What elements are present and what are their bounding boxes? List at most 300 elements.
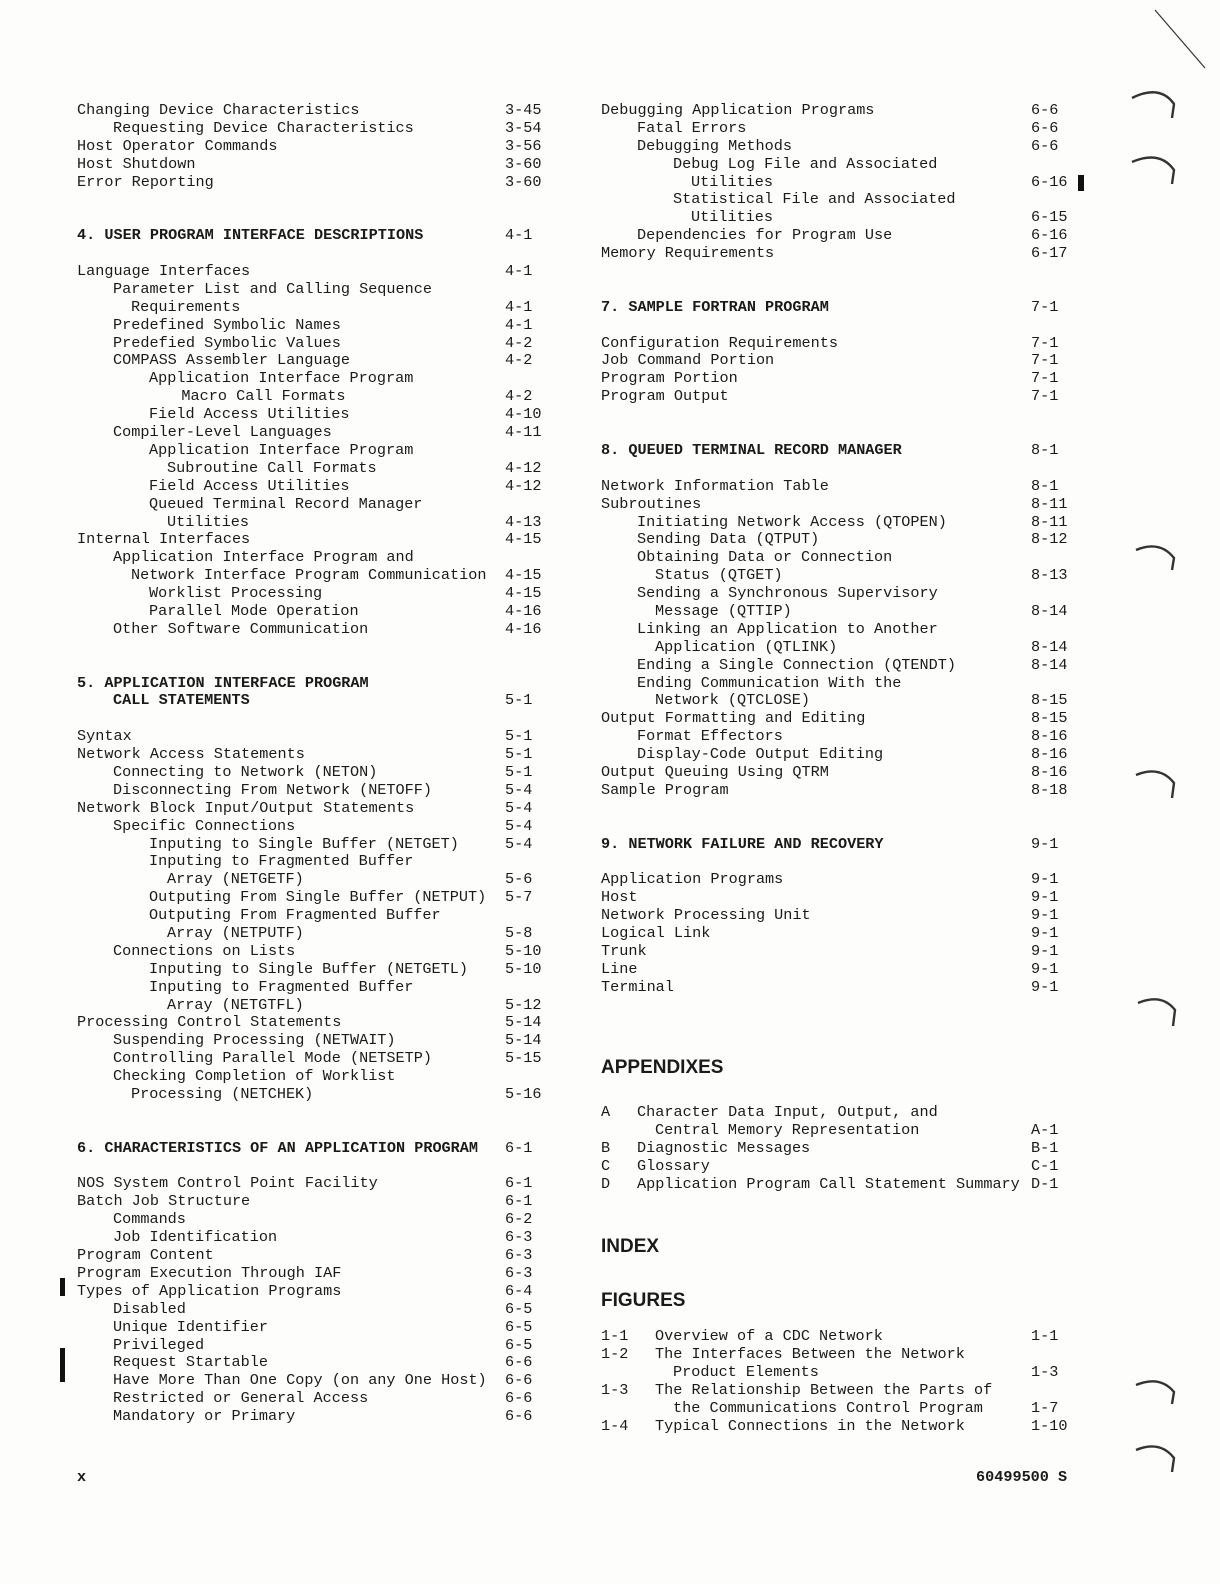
entry-page-number: 4-16 <box>505 601 542 620</box>
toc-entry <box>77 871 567 889</box>
entry-title: Mandatory or Primary <box>113 1407 296 1426</box>
entry-page-number: 6-3 <box>505 1246 533 1265</box>
toc-entry <box>601 352 1071 370</box>
spacer <box>77 191 567 227</box>
entry-page-number: 5-14 <box>505 1013 542 1032</box>
entry-page-number: 8-12 <box>1031 530 1068 549</box>
entry-title: Field Access Utilities <box>149 405 350 424</box>
toc-entry <box>77 907 567 925</box>
spacer <box>601 317 1071 335</box>
entry-page-number: 4-1 <box>505 297 533 316</box>
entry-page-number: 5-1 <box>505 745 533 764</box>
toc-entry <box>601 943 1071 961</box>
toc-entry <box>601 567 1071 585</box>
toc-entry <box>601 120 1071 138</box>
entry-title: Disconnecting From Network (NETOFF) <box>113 780 432 799</box>
toc-entry <box>601 1400 1071 1418</box>
entry-page-number: 8-1 <box>1031 440 1059 459</box>
entry-title: Configuration Requirements <box>601 333 838 352</box>
toc-entry <box>77 1265 567 1283</box>
entry-page-number: 6-6 <box>505 1353 533 1372</box>
entry-page-number: 4-10 <box>505 405 542 424</box>
entry-title: Network Interface Program Communication <box>131 566 487 585</box>
entry-page-number: 7-1 <box>1031 351 1059 370</box>
entry-page-number: 4-13 <box>505 512 542 531</box>
entry-page-number: 8-18 <box>1031 780 1068 799</box>
toc-entry <box>77 1301 567 1319</box>
entry-page-number: 8-11 <box>1031 512 1068 531</box>
toc-entry <box>77 1354 567 1372</box>
entry-page-number: 6-3 <box>505 1228 533 1247</box>
entry-title: Typical Connections in the Network <box>655 1416 965 1435</box>
toc-entry <box>77 442 567 460</box>
toc-entry <box>77 156 567 174</box>
toc-entry <box>601 603 1071 621</box>
toc-entry <box>77 406 567 424</box>
toc-entry <box>601 245 1071 263</box>
toc-entry <box>77 352 567 370</box>
entry-title: Host Shutdown <box>77 154 196 173</box>
entry-title: Network Access Statements <box>77 745 305 764</box>
entry-title: Diagnostic Messages <box>637 1138 811 1157</box>
entry-title: Subroutines <box>601 494 702 513</box>
toc-entry <box>601 209 1071 227</box>
toc-entry <box>601 925 1071 943</box>
toc-entry <box>601 675 1071 693</box>
appendix-letter: A <box>601 1103 611 1122</box>
figure-number: 1-4 <box>601 1416 629 1435</box>
toc-chapter-entry <box>77 675 567 693</box>
entry-page-number: 3-60 <box>505 154 542 173</box>
toc-entry <box>601 889 1071 907</box>
toc-entry <box>601 478 1071 496</box>
entry-title: Requesting Device Characteristics <box>113 118 414 137</box>
entry-title: Inputing to Fragmented Buffer <box>149 852 414 871</box>
entry-title: Sample Program <box>601 780 729 799</box>
entry-title: Error Reporting <box>77 172 214 191</box>
spacer <box>77 710 567 728</box>
toc-entry <box>601 1140 1071 1158</box>
toc-entry <box>77 746 567 764</box>
figure-number: 1-2 <box>601 1345 629 1364</box>
toc-entry <box>77 1086 567 1104</box>
entry-page-number: 8-14 <box>1031 655 1068 674</box>
entry-page-number: 6-1 <box>505 1138 533 1157</box>
toc-entry <box>77 478 567 496</box>
entry-page-number: 5-4 <box>505 798 533 817</box>
entry-page-number: 8-11 <box>1031 494 1068 513</box>
entry-title: Obtaining Data or Connection <box>637 548 893 567</box>
entry-title: Field Access Utilities <box>149 476 350 495</box>
entry-title: Application Interface Program <box>149 369 414 388</box>
entry-page-number: 6-6 <box>1031 101 1059 119</box>
entry-page-number: B-1 <box>1031 1138 1059 1157</box>
toc-entry <box>77 764 567 782</box>
entry-title: Controlling Parallel Mode (NETSETP) <box>113 1049 432 1068</box>
toc-entry <box>77 1408 567 1426</box>
section-heading: INDEX <box>601 1236 660 1258</box>
entry-page-number: 4-15 <box>505 566 542 585</box>
spacer <box>601 406 1071 442</box>
spacer <box>601 997 1071 1051</box>
toc-entry <box>77 567 567 585</box>
entry-title: Application Programs <box>601 870 784 889</box>
entry-title: Changing Device Characteristics <box>77 101 360 119</box>
entry-page-number: 4-16 <box>505 619 542 638</box>
entry-page-number: 5-1 <box>505 727 533 746</box>
toc-entry <box>601 657 1071 675</box>
toc-chapter-entry <box>77 227 567 245</box>
toc-entry <box>77 782 567 800</box>
toc-entry <box>77 174 567 192</box>
toc-entry <box>77 388 567 406</box>
entry-title: Batch Job Structure <box>77 1192 251 1211</box>
entry-page-number: 4-12 <box>505 458 542 477</box>
entry-title: Request Startable <box>113 1353 268 1372</box>
entry-title: Parallel Mode Operation <box>149 601 359 620</box>
entry-title: Inputing to Single Buffer (NETGET) <box>149 834 459 853</box>
entry-page-number: C-1 <box>1031 1156 1059 1175</box>
entry-page-number: 6-5 <box>505 1317 533 1336</box>
entry-title: Host <box>601 888 638 907</box>
spacer <box>601 460 1071 478</box>
entry-title: Checking Completion of Worklist <box>113 1067 396 1086</box>
toc-entry <box>77 997 567 1015</box>
toc-entry <box>601 692 1071 710</box>
entry-title: Output Formatting and Editing <box>601 709 866 728</box>
entry-page-number: 5-6 <box>505 870 533 889</box>
entry-title: Other Software Communication <box>113 619 369 638</box>
toc-entry <box>77 1193 567 1211</box>
toc-entry <box>77 1014 567 1032</box>
entry-title: Statistical File and Associated <box>673 190 956 209</box>
entry-page-number: 6-6 <box>505 1389 533 1408</box>
entry-title: Overview of a CDC Network <box>655 1327 883 1346</box>
entry-title: the Communications Control Program <box>673 1398 983 1417</box>
entry-title: Internal Interfaces <box>77 530 251 549</box>
entry-title: Line <box>601 959 638 978</box>
entry-page-number: 7-1 <box>1031 387 1059 406</box>
appendix-letter: B <box>601 1138 611 1157</box>
toc-entry <box>601 335 1071 353</box>
toc-entry <box>77 138 567 156</box>
entry-page-number: 8-14 <box>1031 601 1068 620</box>
entry-title: Inputing to Single Buffer (NETGETL) <box>149 959 468 978</box>
toc-entry <box>77 263 567 281</box>
toc-entry <box>77 1390 567 1408</box>
entry-page-number: 4-2 <box>505 387 533 406</box>
toc-entry <box>77 1175 567 1193</box>
entry-title: Output Queuing Using QTRM <box>601 762 829 781</box>
toc-entry <box>601 496 1071 514</box>
entry-page-number: A-1 <box>1031 1121 1059 1140</box>
toc-left-column <box>77 102 567 1426</box>
toc-entry <box>77 603 567 621</box>
entry-page-number: 1-3 <box>1031 1363 1059 1382</box>
entry-page-number: 8-15 <box>1031 691 1068 710</box>
entry-page-number: 4-15 <box>505 530 542 549</box>
entry-page-number: 4-1 <box>505 262 533 281</box>
entry-page-number: 9-1 <box>1031 888 1059 907</box>
toc-entry <box>77 317 567 335</box>
entry-page-number: 3-45 <box>505 101 542 119</box>
toc-entry <box>77 335 567 353</box>
entry-page-number: 4-15 <box>505 584 542 603</box>
toc-entry <box>77 460 567 478</box>
entry-page-number: 8-14 <box>1031 637 1068 656</box>
toc-entry <box>77 1068 567 1086</box>
entry-page-number: 3-56 <box>505 136 542 155</box>
toc-entry <box>77 889 567 907</box>
entry-page-number: 5-8 <box>505 924 533 942</box>
toc-chapter-entry <box>77 1140 567 1158</box>
entry-title: Application Program Call Statement Summary <box>637 1174 1020 1193</box>
toc-entry <box>601 639 1071 657</box>
toc-entry <box>77 281 567 299</box>
scan-artifacts <box>1120 0 1220 1584</box>
entry-title: Debugging Methods <box>637 136 792 155</box>
toc-entry <box>601 138 1071 156</box>
entry-page-number: 7-1 <box>1031 333 1059 352</box>
toc-entry <box>77 818 567 836</box>
entry-title: Array (NETGTFL) <box>167 995 304 1014</box>
toc-entry <box>601 191 1071 209</box>
toc-entry <box>77 370 567 388</box>
toc-entry <box>77 514 567 532</box>
toc-entry <box>77 836 567 854</box>
entry-page-number: 9-1 <box>1031 924 1059 943</box>
spacer <box>77 1158 567 1176</box>
figure-number: 1-1 <box>601 1327 629 1346</box>
toc-entry <box>77 943 567 961</box>
entry-title: Sending Data (QTPUT) <box>637 530 820 549</box>
entry-title: Debugging Application Programs <box>601 101 875 119</box>
entry-page-number: 8-1 <box>1031 476 1059 495</box>
entry-page-number: 4-12 <box>505 476 542 495</box>
entry-title: Array (NETGETF) <box>167 870 304 889</box>
toc-entry <box>601 1122 1071 1140</box>
toc-entry <box>77 728 567 746</box>
entry-title: COMPASS Assembler Language <box>113 351 350 370</box>
toc-entry <box>77 961 567 979</box>
toc-entry <box>77 1247 567 1265</box>
entry-title: 8. QUEUED TERMINAL RECORD MANAGER <box>601 440 902 459</box>
entry-title: Types of Application Programs <box>77 1281 342 1300</box>
entry-page-number: 5-4 <box>505 816 533 835</box>
entry-page-number: 5-7 <box>505 888 533 907</box>
entry-page-number: 4-2 <box>505 351 533 370</box>
appendix-letter: D <box>601 1174 611 1193</box>
spacer <box>601 263 1071 299</box>
spacer <box>601 800 1071 836</box>
entry-page-number: 6-3 <box>505 1263 533 1282</box>
toc-entry <box>601 514 1071 532</box>
entry-title: Restricted or General Access <box>113 1389 369 1408</box>
toc-entry <box>601 1158 1071 1176</box>
entry-page-number: 8-13 <box>1031 566 1068 585</box>
figure-number: 1-3 <box>601 1380 629 1399</box>
entry-title: Host Operator Commands <box>77 136 278 155</box>
entry-title: Network Information Table <box>601 476 829 495</box>
entry-title: Unique Identifier <box>113 1317 268 1336</box>
toc-chapter-entry <box>601 836 1071 854</box>
entry-page-number: 9-1 <box>1031 941 1059 960</box>
entry-title: Macro Call Formats <box>181 387 346 406</box>
entry-title: Terminal <box>601 977 674 996</box>
toc-entry <box>601 388 1071 406</box>
toc-entry <box>77 1337 567 1355</box>
entry-title: Worklist Processing <box>149 584 323 603</box>
toc-entry <box>601 1176 1071 1194</box>
entry-page-number: 9-1 <box>1031 959 1059 978</box>
entry-title: Requirements <box>131 297 241 316</box>
toc-entry <box>77 1229 567 1247</box>
entry-title: Fatal Errors <box>637 118 747 137</box>
entry-page-number: 5-1 <box>505 691 533 710</box>
toc-entry <box>601 156 1071 174</box>
entry-page-number: 1-1 <box>1031 1327 1059 1346</box>
entry-title: Compiler-Level Languages <box>113 423 332 442</box>
entry-title: Syntax <box>77 727 132 746</box>
toc-entry <box>77 120 567 138</box>
toc-chapter-entry <box>601 299 1071 317</box>
entry-page-number: 3-60 <box>505 172 542 191</box>
toc-entry <box>77 585 567 603</box>
entry-title: Display-Code Output Editing <box>637 745 884 764</box>
entry-page-number: 6-17 <box>1031 244 1068 263</box>
entry-page-number: 6-6 <box>1031 118 1059 137</box>
entry-page-number: 6-16 <box>1031 172 1068 191</box>
toc-entry <box>77 1050 567 1068</box>
entry-title: Suspending Processing (NETWAIT) <box>113 1031 396 1050</box>
entry-page-number: 5-4 <box>505 780 533 799</box>
entry-page-number: 4-1 <box>505 226 533 245</box>
toc-entry <box>77 979 567 997</box>
toc-entry <box>601 961 1071 979</box>
entry-page-number: D-1 <box>1031 1174 1059 1193</box>
entry-page-number: 9-1 <box>1031 906 1059 925</box>
entry-title: Message (QTTIP) <box>655 601 792 620</box>
toc-entry <box>77 496 567 514</box>
entry-title: Logical Link <box>601 924 711 943</box>
entry-page-number: 6-5 <box>505 1299 533 1318</box>
entry-page-number: 9-1 <box>1031 870 1059 889</box>
toc-chapter-entry <box>601 442 1071 460</box>
entry-page-number: 3-54 <box>505 118 542 137</box>
entry-title: Central Memory Representation <box>655 1121 920 1140</box>
entry-title: Utilities <box>167 512 250 531</box>
entry-title: Inputing to Fragmented Buffer <box>149 977 414 996</box>
entry-page-number: 6-1 <box>505 1192 533 1211</box>
entry-title: 6. CHARACTERISTICS OF AN APPLICATION PROGRAM <box>77 1138 479 1157</box>
entry-page-number: 1-7 <box>1031 1398 1059 1417</box>
entry-title: Disabled <box>113 1299 186 1318</box>
section-heading: APPENDIXES <box>601 1057 724 1079</box>
toc-entry <box>601 1382 1071 1400</box>
entry-page-number: 6-15 <box>1031 208 1068 227</box>
entry-title: Linking an Application to Another <box>637 619 938 638</box>
entry-title: Application Interface Program and <box>113 548 414 567</box>
entry-title: Job Command Portion <box>601 351 775 370</box>
toc-entry <box>77 299 567 317</box>
toc-entry <box>601 764 1071 782</box>
page-number: x <box>77 1468 87 1486</box>
entry-page-number: 5-4 <box>505 834 533 853</box>
entry-page-number: 6-1 <box>505 1174 533 1193</box>
entry-title: 9. NETWORK FAILURE AND RECOVERY <box>601 834 884 853</box>
entry-title: Utilities <box>691 208 774 227</box>
toc-entry <box>601 728 1071 746</box>
entry-page-number: 5-10 <box>505 941 542 960</box>
entry-title: Specific Connections <box>113 816 296 835</box>
toc-entry <box>601 979 1071 997</box>
entry-page-number: 6-16 <box>1031 226 1068 245</box>
entry-title: Connections on Lists <box>113 941 296 960</box>
entry-page-number: 8-16 <box>1031 727 1068 746</box>
toc-entry <box>601 102 1071 120</box>
toc-entry <box>601 585 1071 603</box>
spacer <box>77 639 567 675</box>
toc-entry <box>601 710 1071 728</box>
entry-page-number: 1-10 <box>1031 1416 1068 1435</box>
entry-title: Trunk <box>601 941 647 960</box>
entry-title: Ending a Single Connection (QTENDT) <box>637 655 956 674</box>
entry-title: Parameter List and Calling Sequence <box>113 279 432 298</box>
toc-entry <box>77 102 567 120</box>
entry-title: Memory Requirements <box>601 244 775 263</box>
entry-page-number: 8-16 <box>1031 762 1068 781</box>
entry-page-number: 5-10 <box>505 959 542 978</box>
entry-title: CALL STATEMENTS <box>113 691 250 710</box>
entry-title: Outputing From Fragmented Buffer <box>149 906 441 925</box>
toc-entry <box>601 531 1071 549</box>
entry-title: Sending a Synchronous Supervisory <box>637 584 938 603</box>
toc-entry <box>601 782 1071 800</box>
document-number: 60499500 S <box>976 1468 1068 1486</box>
entry-title: Debug Log File and Associated <box>673 154 938 173</box>
entry-title: Format Effectors <box>637 727 783 746</box>
entry-title: Ending Communication With the <box>637 673 902 692</box>
entry-title: Array (NETPUTF) <box>167 924 304 942</box>
toc-entry <box>77 800 567 818</box>
entry-title: Status (QTGET) <box>655 566 783 585</box>
entry-title: Application (QTLINK) <box>655 637 838 656</box>
entry-title: Privileged <box>113 1335 205 1354</box>
entry-page-number: 7-1 <box>1031 369 1059 388</box>
toc-entry <box>77 549 567 567</box>
toc-entry <box>77 424 567 442</box>
entry-page-number: 6-6 <box>1031 136 1059 155</box>
toc-chapter-entry <box>77 692 567 710</box>
entry-page-number: 6-6 <box>505 1371 533 1390</box>
toc-entry <box>601 370 1071 388</box>
appendix-letter: C <box>601 1156 611 1175</box>
entry-title: Application Interface Program <box>149 440 414 459</box>
toc-entry <box>77 1283 567 1301</box>
toc-right-column <box>601 102 1071 1436</box>
entry-page-number: 5-12 <box>505 995 542 1014</box>
entry-page-number: 5-16 <box>505 1085 542 1104</box>
toc-entry <box>77 1032 567 1050</box>
entry-page-number: 9-1 <box>1031 977 1059 996</box>
entry-page-number: 4-1 <box>505 315 533 334</box>
entry-title: Processing Control Statements <box>77 1013 342 1032</box>
entry-title: Dependencies for Program Use <box>637 226 893 245</box>
toc-entry <box>601 1104 1071 1122</box>
entry-title: Program Content <box>77 1246 214 1265</box>
toc-entry <box>601 1328 1071 1346</box>
entry-title: Network Block Input/Output Statements <box>77 798 415 817</box>
